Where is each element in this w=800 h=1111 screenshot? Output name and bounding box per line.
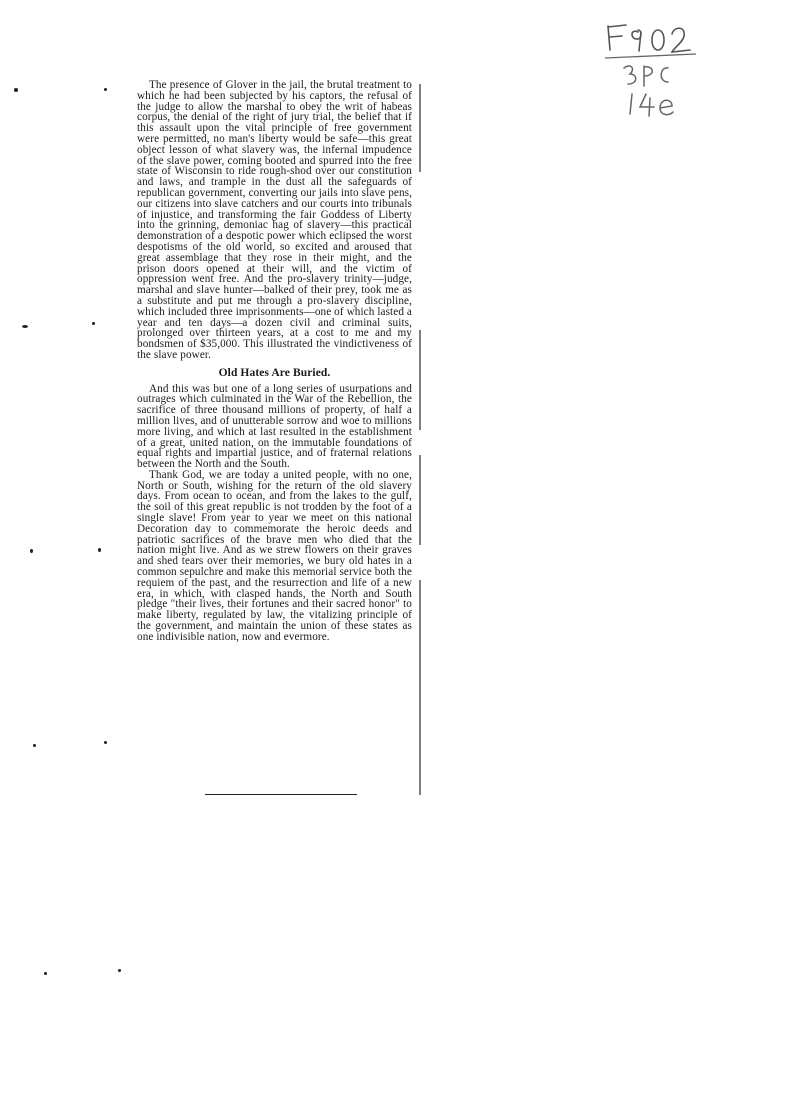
column-rule [419, 330, 421, 430]
scan-speck [104, 88, 107, 91]
scan-speck [14, 88, 18, 92]
scan-speck [118, 969, 121, 972]
column-rule [419, 84, 421, 172]
handwritten-annotation [600, 18, 710, 118]
scan-speck [44, 972, 47, 975]
scan-speck [92, 322, 95, 325]
article-paragraph: Thank God, we are today a united people, with no one, North or South, wishing for the return of the old slavery days. From ocean to ocean, and from the lakes to the gulf, the soil of this great republic is not trodden by the foot of a single slave! From year to year we meet on this national Decoration day to commemorate the heroic deeds and patriotic sacrifices of the brave men who died that the nation might live. And as we strew flowers on their graves and shed tears over their memories, we bury old hates in a common sepulchre and make this memorial service both the requiem of the past, and the resurrection and life of a new era, in which, with clasped hands, the North and South pledge "their lives, their fortunes and their sacred honor" to make liberty, regulated by law, the vitalizing principle of the government, and maintain the union of these states as one indivisible nation, now and evermore. [137, 468, 412, 643]
scan-speck [33, 744, 36, 747]
scan-speck [30, 549, 33, 553]
scan-speck [98, 548, 101, 552]
scan-speck [104, 741, 107, 744]
newspaper-clipping [137, 80, 412, 643]
column-rule [419, 580, 421, 795]
scan-speck [22, 325, 28, 328]
article-paragraph: The presence of Glover in the jail, the brutal treatment to which he had been subjected by his captors, the refusal of the judge to allow the marshal to obey the writ of habeas corpus, the denial of the right of jury trial, the belief that if this assault upon the vital principle of free government were permitted, no man's liberty would be safe—this great object lesson of what slavery was, the infernal impudence of the slave power, coming booted and spurred into the free state of Wisconsin to ride rough-shod over our constitution and laws, and trample in the dust all the safeguards of republican government, converting our jails into slave pens, our citizens into slave catchers and our courts into tribunals of injustice, and transforming the fair Goddess of Liberty into the grinning, demoniac hag of slavery—this practical demonstration of a despotic power which eclipsed the worst despotisms of the old world, so excited and aroused that great assemblage that they rose in their might, and the prison doors opened at their will, and the victim of oppression went free. And the pro-slavery trinity—judge, marshal and slave hunter—balked of their prey, took me as a substitute and put me through a pro-slavery discipline, which included three imprisonments—one of which lasted a year and ten days—a dozen civil and criminal suits, prolonged over thirteen years, at a cost to me and my bondsmen of $35,000. This illustrated the vindictiveness of the slave power. [137, 79, 412, 361]
end-of-article-rule [205, 794, 357, 795]
annotation-handwriting [600, 18, 710, 118]
column-rule [419, 455, 421, 545]
article-subhead: Old Hates Are Buried. [218, 366, 331, 379]
article-paragraph: And this was but one of a long series of usurpations and outrages which culminated in the War of the Rebellion, the sacrifice of three thousand millions of property, of half a million lives, and of unutterable sorrow and woe to millions more living, and which at last resulted in the establishment of a great, united nation, on the immutable foundations of equal rights and impartial justice, and of fraternal relations between the North and the South. [137, 382, 412, 471]
